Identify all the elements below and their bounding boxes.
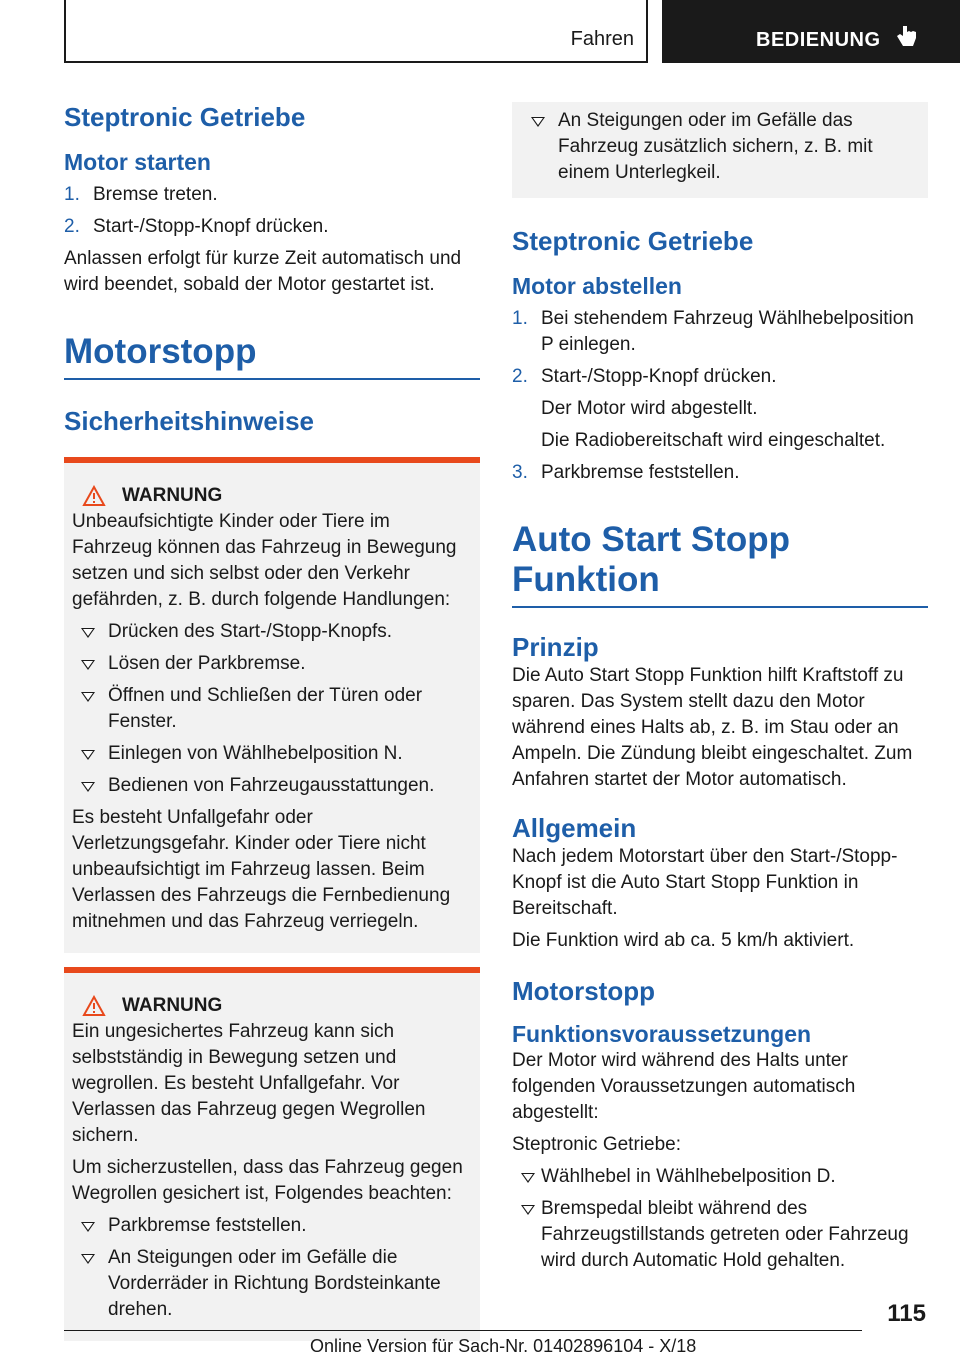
warning-list (72, 619, 472, 799)
body-text: Die Auto Start Stopp Funktion hilft Kraftstoff zu sparen. Das System stellt dazu den Motor während eines Halts ab, z. B. im Stau oder an Ampeln. Die Zündung bleibt eingeschaltet. Zum Anfahren startet der Motor automatisch. (512, 665, 913, 790)
page-number: 115 (887, 1300, 926, 1327)
hand-pointer-icon (894, 24, 918, 50)
chapter-title: Motorstopp (64, 332, 480, 380)
section-title: Sicherheitshinweise (64, 406, 314, 436)
list-item: 2. Start-/Stopp-Knopf drücken. (64, 216, 329, 237)
header-section-tab (662, 0, 960, 63)
warning-text: Ein ungesichertes Fahrzeug kann sich selbstständig in Bewegung setzen und wegrollen. Es besteht Unfallgefahr. Vor Verlassen das Fahrzeug gegen Wegrollen sichern. (72, 1021, 426, 1146)
section-title: Allgemein (512, 813, 637, 843)
list-item: Bremspedal bleibt während des Fahrzeugstillstands getreten oder Fahrzeug wird durch Automatic Hold gehalten. (512, 1196, 928, 1274)
subsection-title: Funktionsvoraussetzungen (512, 1021, 812, 1047)
warning-text: Unbeaufsichtigte Kinder oder Tiere im Fahrzeug können das Fahrzeug in Bewegung setzen und sich selbst oder den Verkehr gefährden, z. B. durch folgende Handlungen: (72, 511, 457, 610)
list-item: 2. Start-/Stopp-Knopf drücken. Der Motor wird abgestellt. Die Radiobereitschaft wird eingeschaltet. (512, 366, 886, 451)
warning-heading: WARNUNG (72, 995, 472, 1017)
warning-continuation-box (512, 102, 928, 198)
warning-list (72, 1213, 472, 1323)
body-text: Die Funktion wird ab ca. 5 km/h aktiviert. (512, 930, 855, 951)
list-item: 3. Parkbremse feststellen. (512, 462, 740, 483)
list-item: Lösen der Parkbremse. (72, 651, 472, 677)
right-column (512, 102, 928, 1274)
warning-text: Um sicherzustellen, dass das Fahrzeug gegen Wegrollen gesichert ist, Folgendes beachten: (72, 1157, 463, 1204)
start-note: Anlassen erfolgt für kurze Zeit automatisch und wird beendet, sobald der Motor gestartet ist. (64, 248, 462, 295)
list-item: Parkbremse feststellen. (72, 1213, 472, 1239)
list-item: Öffnen und Schließen der Türen oder Fenster. (72, 683, 472, 735)
subsection-title: Motor abstellen (512, 273, 682, 299)
list-item: Bedienen von Fahrzeugausstattungen. (72, 773, 472, 799)
body-text: Steptronic Getriebe: (512, 1134, 681, 1155)
chapter-title: Auto Start Stopp Funktion (512, 520, 928, 608)
body-text: Nach jedem Motorstart über den Start-/Stopp-Knopf ist die Auto Start Stopp Funktion in Bereitschaft. (512, 846, 898, 919)
list-item: 1. Bei stehendem Fahrzeug Wählhebelposition P einlegen. (512, 308, 914, 355)
header-chapter-tab (64, 0, 648, 63)
list-item: Einlegen von Wählhebelposition N. (72, 741, 472, 767)
stop-steps-list (512, 306, 928, 486)
warning-box (64, 967, 480, 1341)
section-title: Steptronic Getriebe (512, 226, 754, 256)
conditions-list (512, 1164, 928, 1274)
warning-text: Es besteht Unfallgefahr oder Verletzungsgefahr. Kinder oder Tiere nicht unbeaufsichtigt im Fahrzeug lassen. Beim Verlassen des Fahrzeugs die Fernbedienung mitnehmen und das Fahrzeug verriegeln. (72, 807, 451, 932)
list-item: Wählhebel in Wählhebelposition D. (512, 1164, 928, 1190)
footer-online-version: Online Version für Sach-Nr. 01402896104 - X/18 (310, 1336, 697, 1356)
start-steps-list (64, 182, 480, 240)
warning-list (522, 108, 918, 186)
warning-triangle-icon (82, 995, 106, 1017)
list-item: An Steigungen oder im Gefälle die Vorderräder in Richtung Bordsteinkante drehen. (72, 1245, 472, 1323)
body-text: Der Motor wird während des Halts unter folgenden Voraussetzungen automatisch abgestellt: (512, 1050, 856, 1123)
section-title: Steptronic Getriebe (64, 102, 306, 132)
list-item: An Steigungen oder im Gefälle das Fahrzeug zusätzlich sichern, z. B. mit einem Unterlegkeil. (522, 108, 918, 186)
subsection-title: Motor starten (64, 149, 211, 175)
warning-box (64, 457, 480, 953)
warning-triangle-icon (82, 485, 106, 507)
list-item: Drücken des Start-/Stopp-Knopfs. (72, 619, 472, 645)
warning-heading: WARNUNG (72, 485, 472, 507)
header-chapter-label: Fahren (570, 28, 634, 50)
section-title: Motorstopp (512, 976, 655, 1006)
left-column (64, 102, 480, 1341)
footer-divider (64, 1330, 862, 1331)
header-section-label: BEDIENUNG (756, 29, 881, 51)
section-title: Prinzip (512, 632, 599, 662)
list-item: 1. Bremse treten. (64, 184, 218, 205)
